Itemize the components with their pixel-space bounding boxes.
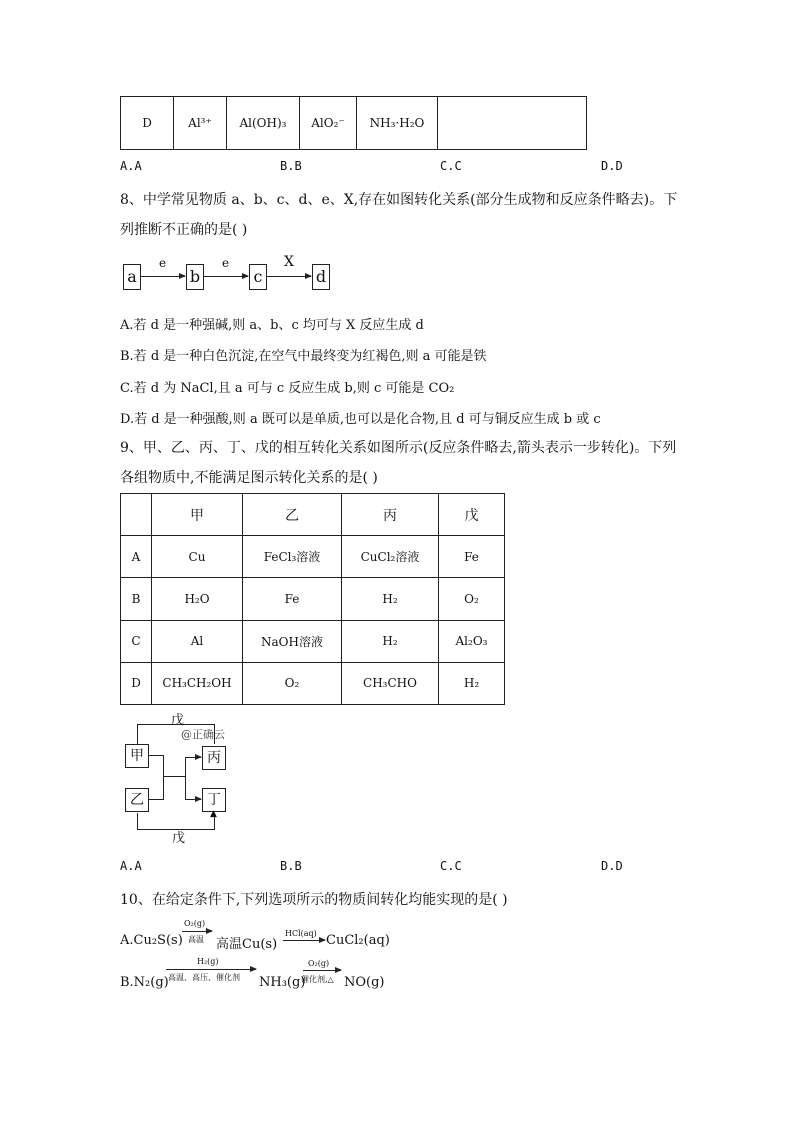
table-cell: H₂O (152, 578, 243, 620)
option-a-end: CuCl₂(aq) (326, 933, 390, 948)
reagent-label: O₂(g) (184, 919, 206, 928)
chain-node-d: d (312, 264, 330, 290)
reagent-label: HCl(aq) (285, 929, 317, 938)
q9-stem-line1: 9、甲、乙、丙、丁、戊的相互转化关系如图所示(反应条件略去,箭头表示一步转化)。下列 (120, 440, 677, 456)
table-cell: O₂ (439, 578, 505, 620)
table-cell: Cu (152, 536, 243, 578)
condition-label: 高温、高压、催化剂 (168, 973, 240, 982)
diagram-arrow (185, 799, 201, 800)
condition-label: 高温 (188, 935, 204, 944)
table-row (121, 578, 505, 620)
table-header-cell: 丙 (342, 494, 439, 536)
chain-arrow (141, 276, 185, 277)
diagram-label-bottom: 戊 (172, 831, 186, 846)
q9-table (120, 493, 505, 705)
node-ding: 丁 (202, 788, 226, 812)
table-cell: NaOH溶液 (243, 620, 342, 662)
chain-arrow-label: e (222, 256, 230, 270)
table-cell: NH₃·H₂O (357, 97, 438, 150)
q9-option-a[interactable]: A.A (120, 859, 142, 873)
table-header-row (121, 494, 505, 536)
chain-node-c: c (249, 264, 267, 290)
diagram-line (137, 724, 138, 744)
table-row (121, 536, 505, 578)
chain-arrow-label: X (284, 254, 294, 270)
table-cell: Al (152, 620, 243, 662)
table-cell: Fe (439, 536, 505, 578)
q7-option-c[interactable]: C.C (440, 159, 462, 173)
table-cell: H₂ (342, 578, 439, 620)
diagram-line (137, 813, 138, 830)
node-bing: 丙 (202, 746, 226, 770)
reaction-arrow (303, 970, 341, 971)
table-cell: D (121, 662, 152, 704)
q8-stem-line2: 列推断不正确的是( ) (120, 222, 248, 238)
q7-option-d[interactable]: D.D (601, 159, 623, 173)
reagent-label: O₂(g) (308, 959, 330, 968)
q10-stem: 10、在给定条件下,下列选项所示的物质间转化均能实现的是( ) (120, 892, 508, 908)
table-cell: AlO₂⁻ (300, 97, 357, 150)
chain-arrow-label: e (159, 256, 167, 270)
chain-arrow (267, 276, 311, 277)
option-a-mid: 高温Cu(s) (216, 937, 278, 952)
option-a-start: A.Cu₂S(s) (120, 933, 183, 948)
q8-option-a[interactable]: A.若 d 是一种强碱,则 a、b、c 均可与 X 反应生成 d (120, 318, 424, 333)
condition-label: 催化剂,△ (301, 975, 334, 984)
q7-table (120, 96, 587, 150)
table-cell: CH₃CH₂OH (152, 662, 243, 704)
q8-stem-line1: 8、中学常见物质 a、b、c、d、e、X,存在如图转化关系(部分生成物和反应条件略去)。下 (120, 192, 678, 208)
diagram-label-top: 戊 (171, 713, 185, 728)
table-header-cell: 乙 (243, 494, 342, 536)
option-b-mid: NH₃(g) (259, 975, 306, 990)
option-b-end: NO(g) (344, 975, 385, 990)
table-header-cell: 甲 (152, 494, 243, 536)
table-row (121, 97, 587, 150)
reagent-label: H₂(g) (197, 957, 219, 966)
chain-arrow (204, 276, 248, 277)
table-cell: Al³⁺ (174, 97, 227, 150)
table-header-cell (121, 494, 152, 536)
table-cell: H₂ (439, 662, 505, 704)
table-cell: Al(OH)₃ (227, 97, 300, 150)
diagram-line (163, 755, 164, 800)
q9-option-c[interactable]: C.C (440, 859, 462, 873)
reaction-arrow (182, 931, 212, 932)
q7-option-a[interactable]: A.A (120, 159, 142, 173)
diagram-line (163, 776, 185, 777)
reaction-arrow (166, 969, 256, 970)
option-b-start: B.N₂(g) (120, 975, 169, 990)
table-cell: C (121, 620, 152, 662)
q9-option-b[interactable]: B.B (280, 859, 302, 873)
table-cell: O₂ (243, 662, 342, 704)
diagram-line (149, 799, 164, 800)
chain-node-b: b (186, 264, 204, 290)
chain-node-a: a (123, 264, 141, 290)
table-cell: FeCl₃溶液 (243, 536, 342, 578)
table-header-cell: 戊 (439, 494, 505, 536)
node-yi: 乙 (125, 788, 149, 812)
table-cell: CH₃CHO (342, 662, 439, 704)
table-cell: D (121, 97, 174, 150)
table-cell: H₂ (342, 620, 439, 662)
q8-option-b[interactable]: B.若 d 是一种白色沉淀,在空气中最终变为红褐色,则 a 可能是铁 (120, 349, 487, 364)
q7-option-b[interactable]: B.B (280, 159, 302, 173)
table-row (121, 620, 505, 662)
diagram-line (185, 757, 186, 800)
reaction-arrow (283, 940, 325, 941)
node-jia: 甲 (125, 744, 149, 768)
table-cell (438, 97, 587, 150)
up-arrow-icon: ▲ (210, 809, 217, 819)
q8-option-c[interactable]: C.若 d 为 NaCl,且 a 可与 c 反应生成 b,则 c 可能是 CO₂ (120, 381, 455, 396)
q8-option-d[interactable]: D.若 d 是一种强酸,则 a 既可以是单质,也可以是化合物,且 d 可与铜反应生成 b 或 c (120, 412, 601, 427)
watermark: @正确云 (181, 728, 225, 741)
table-cell: Al₂O₃ (439, 620, 505, 662)
table-cell: A (121, 536, 152, 578)
diagram-line (149, 755, 164, 756)
table-cell: Fe (243, 578, 342, 620)
diagram-arrow (185, 757, 201, 758)
table-row (121, 662, 505, 704)
q9-stem-line2: 各组物质中,不能满足图示转化关系的是( ) (120, 470, 378, 486)
q9-option-d[interactable]: D.D (601, 859, 623, 873)
table-cell: CuCl₂溶液 (342, 536, 439, 578)
table-cell: B (121, 578, 152, 620)
